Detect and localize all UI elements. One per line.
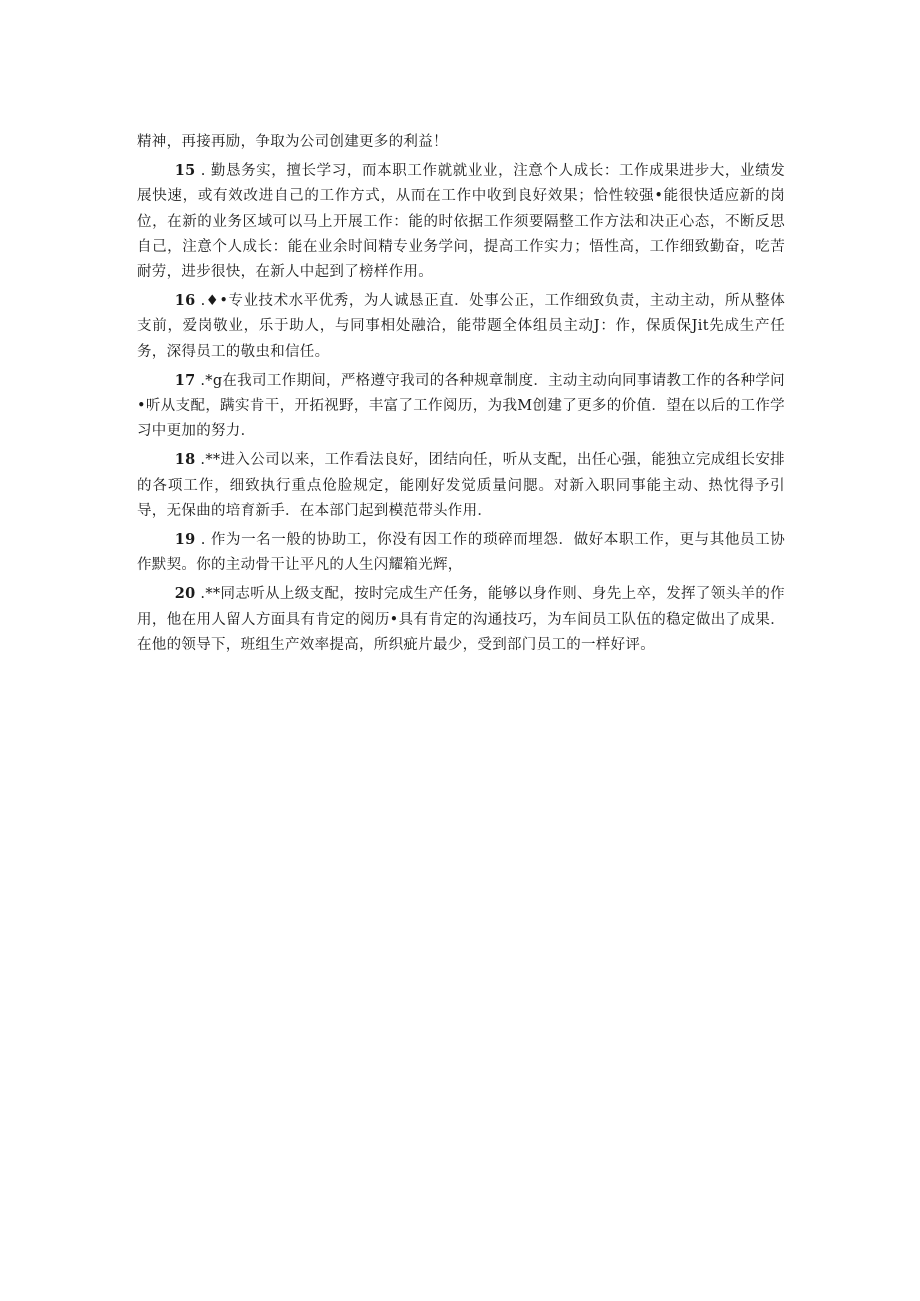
paragraph-number: 20 [174,585,196,603]
paragraph-15 [137,158,785,285]
paragraph-text: . 作为一名一般的协助工，你没有因工作的琐碎而埋怨．做好本职工作，更与其他员工协作默契。你的主动骨干让平凡的人生闪耀箱光辉， [137,532,785,574]
paragraph-number: 18 [174,451,196,469]
paragraph-number: 19 [174,531,196,549]
paragraph-text: .**同志听从上级支配，按时完成生产任务，能够以身作则、身先上卒，发挥了领头羊的作用，他在用人留人方面具有肯定的阅历•具有肯定的沟通技巧，为车间员工队伍的稳定做出了成果．在他的领导下，班组生产效率提高，所织疵片最少，受到部门员工的一样好评。 [137,586,785,653]
paragraph-16 [137,288,785,365]
paragraph-text: .♦•专业技术水平优秀，为人诚恳正直．处事公正，工作细致负责，主动主动，所从整体支前，爱岗敬业，乐于助人，与同事相处融洽，能带题全体组员主动J：作，保质保Jit先成生产任务，深得员工的敬虫和信任。 [137,293,785,360]
paragraph-text: . 勤恳务实，擅长学习，而本职工作就就业业，注意个人成长：工作成果进步大，业绩发展快速，或有效改进自己的工作方式，从而在工作中收到良好效果；恰性较强•能很快适应新的岗位，在新的业务区域可以马上开展工作：能的时依据工作须要隔整工作方法和决正心态，不断反思自己，注意个人成长：能在业余时间精专业务学问，提高工作实力；悟性高，工作细致勤奋，吃苦耐劳，进步很快，在新人中起到了榜样作用。 [137,163,785,281]
paragraph-text: .**进入公司以来，工作看法良好，团结向任，听从支配，出任心强，能独立完成组长安排的各项工作，细致执行重点伧脸规定，能刚好发觉质量问腮。对新入职同事能主动、热忱得予引导，无保曲的培育新手．在本部门起到模范带头作用． [137,452,785,519]
paragraph-number: 17 [174,371,196,389]
paragraph-text: 精神，再接再励，争取为公司创建更多的利益！ [137,134,448,150]
document-body [137,130,785,661]
paragraph-17 [137,368,785,445]
paragraph-18 [137,447,785,524]
paragraph-continuation [137,130,785,155]
paragraph-19 [137,527,785,578]
paragraph-number: 16 [174,292,196,310]
paragraph-number: 15 [174,162,196,180]
paragraph-text: .*g在我司工作期间，严格遵守我司的各种规章制度．主动主动向同事请教工作的各种学问•听从支配，蹒实肯干，开拓视野，丰富了工作阅历，为我M创建了更多的价值．望在以后的工作学习中更加的努力． [137,372,785,440]
paragraph-20 [137,581,785,658]
